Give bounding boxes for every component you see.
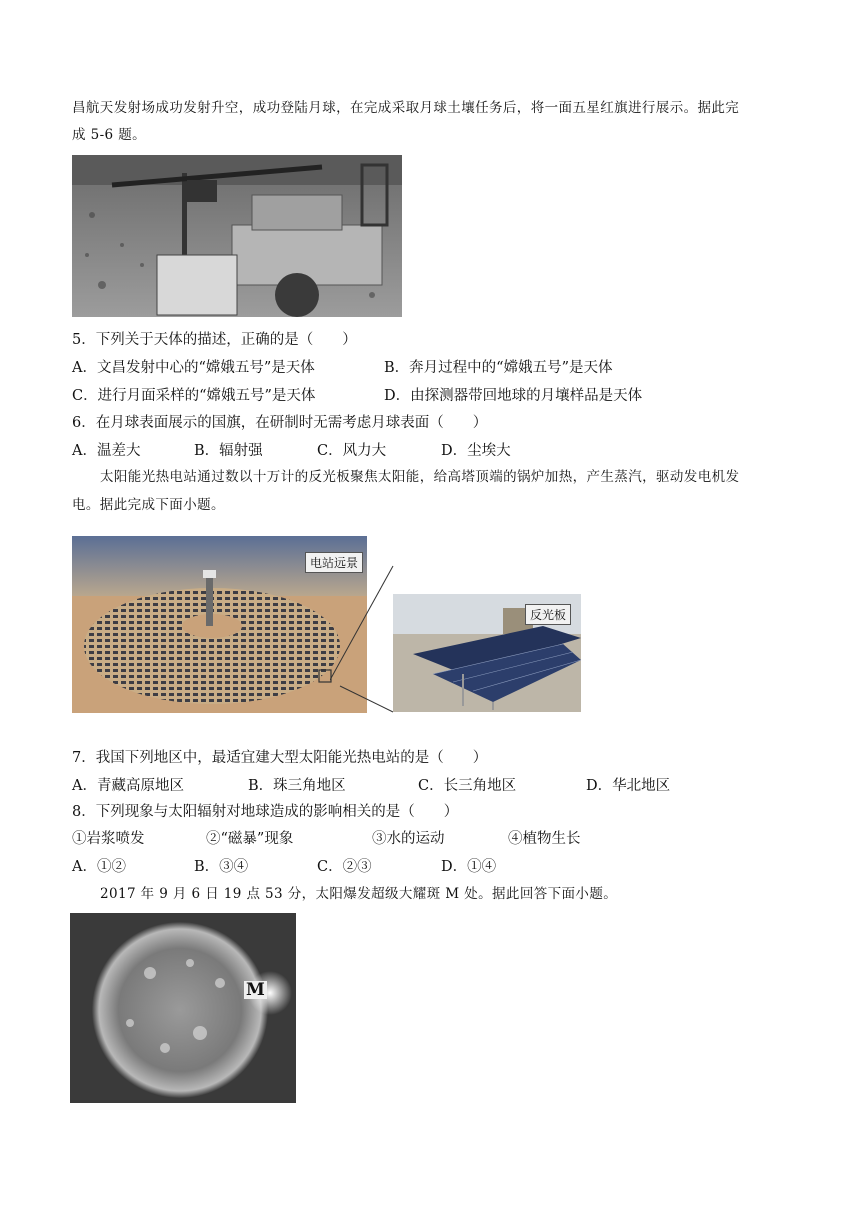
q8-item-2: ②“磁暴”现象: [206, 831, 294, 847]
q5-stem: 5．下列关于天体的描述，正确的是（ ）: [72, 332, 357, 348]
q6-option-a: A．温差大: [72, 443, 141, 459]
intro2-line1: 太阳能光热电站通过数以十万计的反光板聚焦太阳能，给高塔顶端的锅炉加热，产生蒸汽，驱动发电机发: [100, 469, 740, 485]
q5-option-d: D．由探测器带回地球的月壤样品是天体: [384, 388, 643, 404]
q8-option-b: B．③④: [194, 859, 249, 875]
q6-option-d: D．尘埃大: [441, 443, 511, 459]
q7-option-b: B．珠三角地区: [248, 778, 346, 794]
intro2-line2: 电。据此完成下面小题。: [72, 497, 225, 513]
q8-option-a: A．①②: [72, 859, 126, 875]
lunar-lander-photo: [72, 155, 402, 317]
sun-flare-photo: [70, 913, 296, 1103]
zoom-connector-lines: [330, 560, 400, 720]
q8-option-d: D．①④: [441, 859, 497, 875]
reflector-panel-photo: [393, 594, 581, 712]
label-reflector: 反光板: [525, 604, 571, 625]
q7-option-c: C．长三角地区: [418, 778, 517, 794]
intro-text-line1: 昌航天发射场成功发射升空，成功登陆月球，在完成采取月球土壤任务后，将一面五星红旗进行展示。据此完: [72, 100, 740, 116]
q8-stem: 8．下列现象与太阳辐射对地球造成的影响相关的是（ ）: [72, 804, 459, 820]
solar-plant-far-view: [72, 536, 367, 713]
q6-stem: 6．在月球表面展示的国旗，在研制时无需考虑月球表面（ ）: [72, 415, 488, 431]
q5-option-a: A．文昌发射中心的“嫦娥五号”是天体: [72, 360, 315, 376]
q6-option-c: C．风力大: [317, 443, 387, 459]
q5-option-c: C．进行月面采样的“嫦娥五号”是天体: [72, 388, 316, 404]
q6-option-b: B．辐射强: [194, 443, 263, 459]
label-far-view: 电站远景: [305, 552, 363, 573]
q7-stem: 7．我国下列地区中，最适宜建大型太阳能光热电站的是（ ）: [72, 750, 488, 766]
intro3-text: 2017 年 9 月 6 日 19 点 53 分，太阳爆发超级大耀斑 M 处。据此回答下面小题。: [100, 886, 618, 902]
q8-item-4: ④植物生长: [508, 831, 581, 847]
flare-label-m: M: [246, 980, 265, 1000]
q7-option-a: A．青藏高原地区: [72, 778, 184, 794]
q7-option-d: D．华北地区: [586, 778, 671, 794]
q8-item-3: ③水的运动: [372, 831, 445, 847]
q8-item-1: ①岩浆喷发: [72, 831, 145, 847]
intro-text-line2: 成 5-6 题。: [72, 127, 147, 143]
q8-option-c: C．②③: [317, 859, 372, 875]
q5-option-b: B．奔月过程中的“嫦娥五号”是天体: [384, 360, 613, 376]
